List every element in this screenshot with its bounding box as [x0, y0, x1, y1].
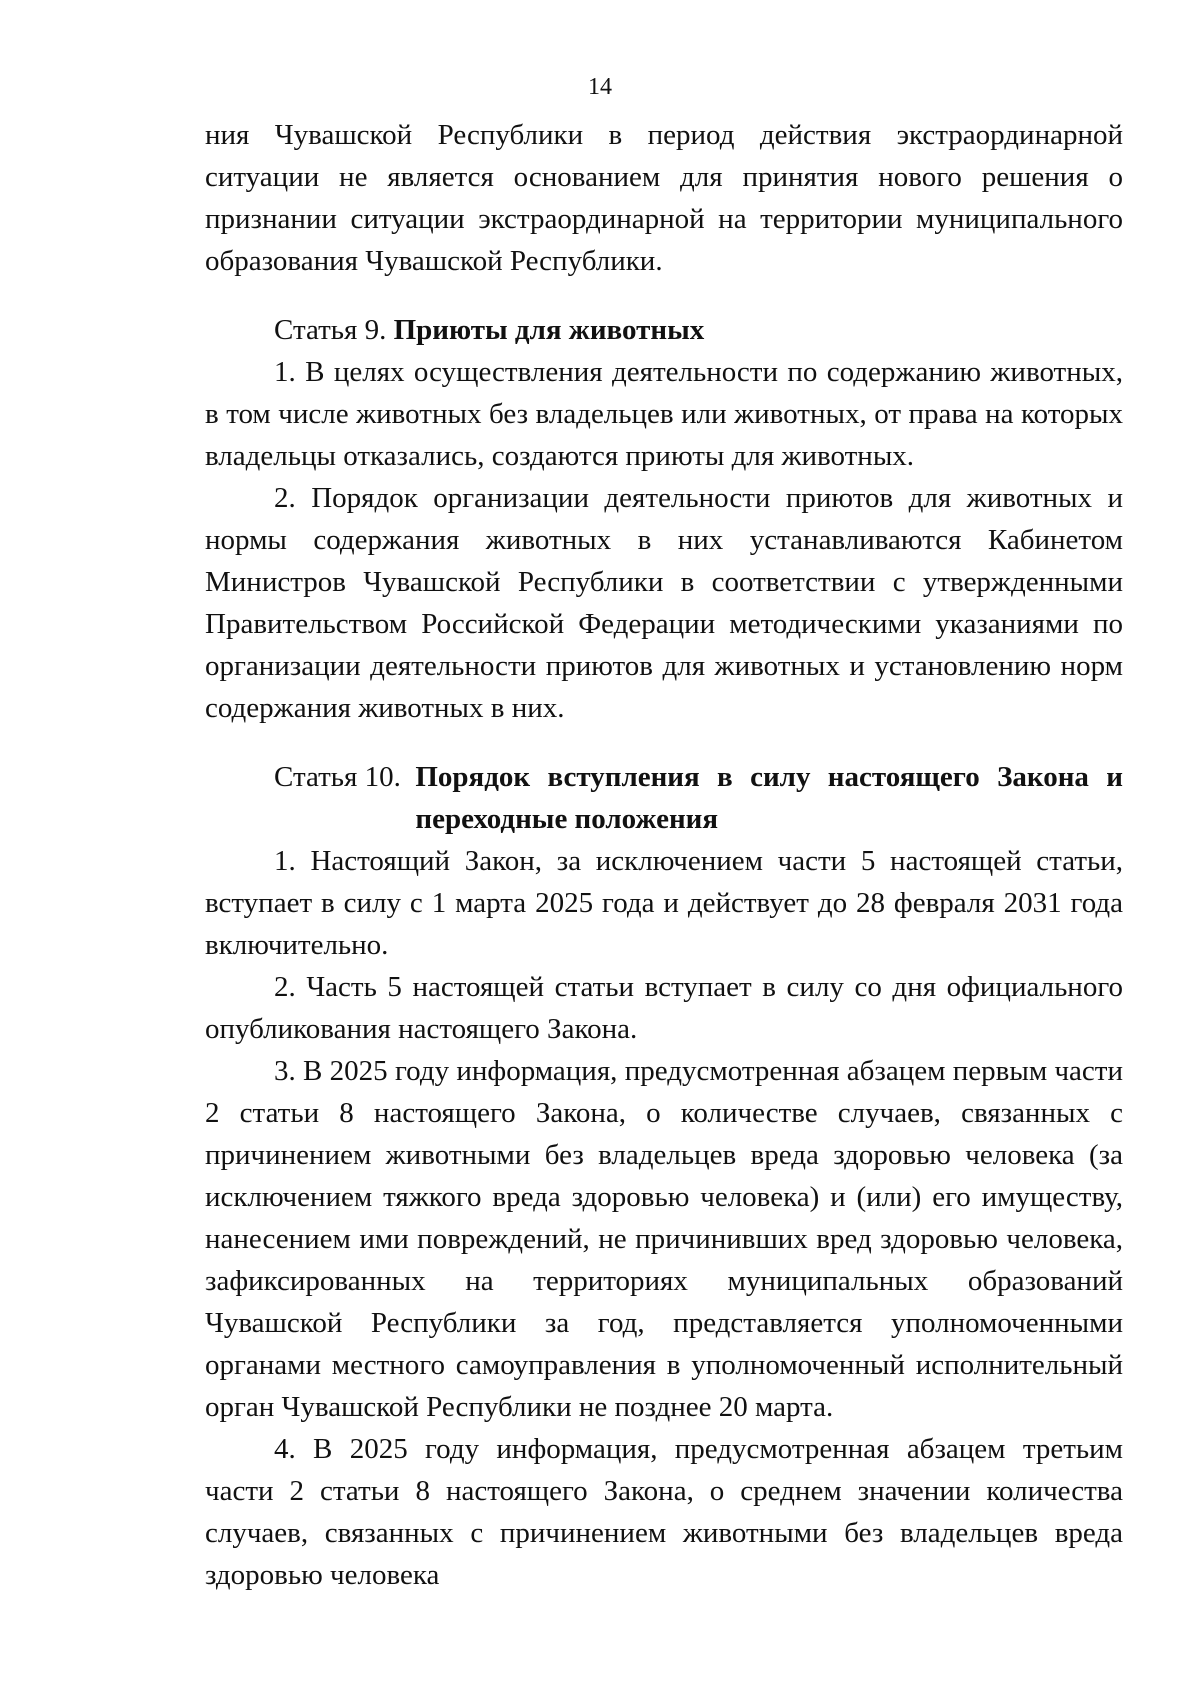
- article-9-title: Приюты для животных: [393, 314, 705, 346]
- article-10-paragraph-3: 3. В 2025 году информация, предусмотренная абзацем первым части 2 статьи 8 настоящего Закона, о количестве случаев, связанных с причинением животными без владельцев вреда здоровью человека (за исключением тяжкого вреда здоровью человека) и (или) его имуществу, нанесением ими повреждений, не причинивших вред здоровью человека, зафиксированных на территориях муниципальных образований Чувашской Республики за год, представляется уполномоченными органами местного самоуправления в уполномоченный исполнительный орган Чувашской Республики не позднее 20 марта.: [205, 1055, 1123, 1423]
- article-9-paragraph-2: 2. Порядок организации деятельности приютов для животных и нормы содержания животных в них устанавливаются Кабинетом Министров Чувашской Республики в соответствии с утвержденными Правительством Российской Федерации методическими указаниями по организации деятельности приютов для животных и установлению норм содержания животных в них.: [205, 482, 1123, 724]
- document-body: [205, 114, 1123, 1596]
- article-10-heading: [205, 756, 1123, 840]
- article-9-paragraph-1: 1. В целях осуществления деятельности по содержанию животных, в том числе животных без владельцев или животных, от права на которых владельцы отказались, создаются приюты для животных.: [205, 356, 1123, 472]
- article-9-label: Статья 9.: [274, 314, 394, 346]
- article-9-heading: [205, 309, 1123, 351]
- article-9: [205, 309, 1123, 729]
- article-10-paragraph-1: 1. Настоящий Закон, за исключением части 5 настоящей статьи, вступает в силу с 1 марта 2025 года и действует до 28 февраля 2031 года включительно.: [205, 845, 1123, 961]
- page-number: 14: [588, 74, 612, 100]
- article-10-paragraph-4: 4. В 2025 году информация, предусмотренная абзацем третьим части 2 статьи 8 настоящего Закона, о среднем значении количества случаев, связанных с причинением животными без владельцев вреда здоровью человека: [205, 1433, 1123, 1591]
- article-10-paragraph-2: 2. Часть 5 настоящей статьи вступает в силу со дня официального опубликования настоящего Закона.: [205, 971, 1123, 1045]
- article-10-label: Статья 10.: [274, 761, 416, 793]
- intro-paragraph: ния Чувашской Республики в период действия экстраординарной ситуации не является основанием для принятия нового решения о признании ситуации экстраординарной на территории муниципального образования Чувашской Республики.: [205, 119, 1123, 277]
- article-10-title: Порядок вступления в силу настоящего Закона и переходные положения: [415, 761, 1123, 835]
- article-10: [205, 756, 1123, 1596]
